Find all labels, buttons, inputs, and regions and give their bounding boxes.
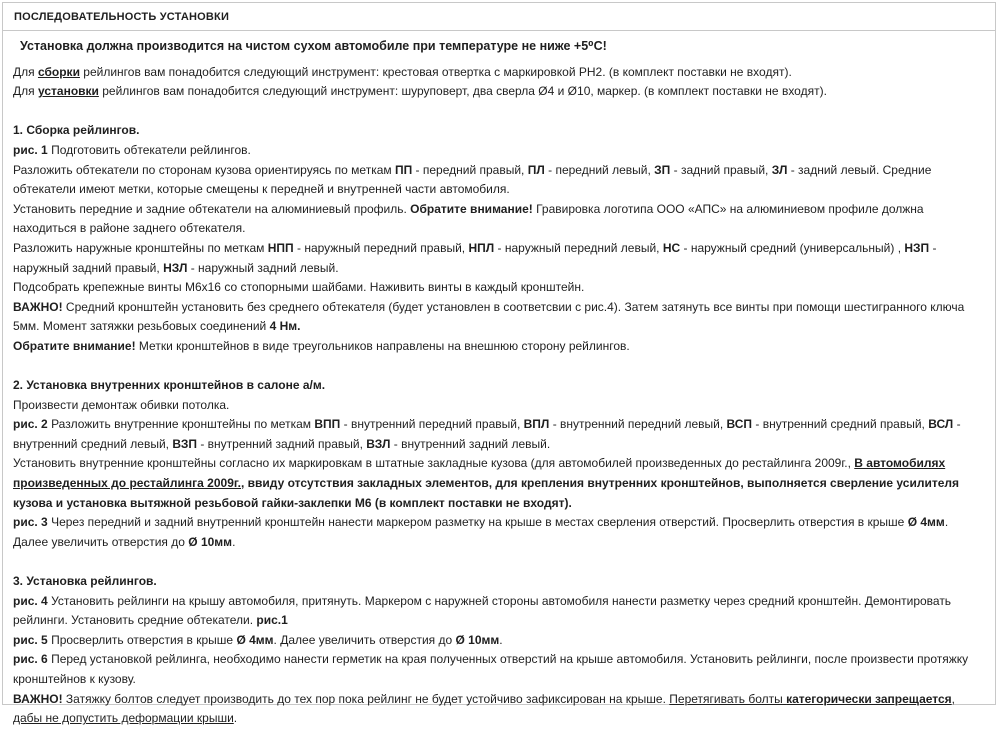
install-word: установки: [37, 84, 99, 99]
instructions-body: [13, 37, 985, 729]
section1-p1: Разложить обтекатели по сторонам кузова ориентируясь по меткам ПП - передний правый, ПЛ - передний левый, ЗП - задний правый, ЗЛ - задний левый. Средние обтекатели имеют метки, которые смещены к передней и внутренней части автомобиля.: [13, 162, 932, 197]
section3-p2: рис. 5 Просверлить отверстия в крыше Ø 4мм. Далее увеличить отверстия до Ø 10мм.: [13, 632, 503, 647]
section2-p3: рис. 3 Через передний и задний внутренний кронштейн нанести маркером разметку на крыше в местах сверления отверстий. Просверлить отверстия в крыше Ø 4мм. Далее увеличить отверстия до Ø 10мм.: [13, 515, 949, 549]
section3-p1: рис. 4 Установить рейлинги на крышу автомобиля, притянуть. Маркером с наружней стороны автомобиля нанести разметку через средний кронштейн. Демонтировать рейлинги. Установить средние обтекатели. рис.1: [13, 593, 952, 628]
fig1-line: рис. 1 Подготовить обтекатели рейлингов.: [13, 142, 251, 157]
section-header: [3, 3, 995, 31]
section1-title: 1. Сборка рейлингов.: [13, 123, 140, 138]
section1-p6: Обратите внимание! Метки кронштейнов в виде треугольников направлены на внешнюю сторону рейлингов.: [13, 338, 630, 353]
section2-p0: Произвести демонтаж обивки потолка.: [13, 397, 230, 412]
section3-p4: ВАЖНО! Затяжку болтов следует производить до тех пор пока рейлинг не будет устойчиво зафиксирован на крыше. Перетягивать болты категорически запрещается, дабы не допустить деформации крыши.: [13, 691, 955, 726]
section2-p2: Установить внутренние кронштейны согласно их маркировкам в штатные закладные кузова (для автомобилей произведенных до рестайлинга 2009г., В автомобилях произведенных до рестайлинга 2009г., ввиду отсутствия закладных элементов, для крепления внутренних кронштейнов, выполняется сверление усилителя кузова и установка вытяжной резьбовой гайки-заклепки М6 (в комплект поставки не входят).: [13, 456, 960, 510]
section1-p2: Установить передние и задние обтекатели на алюминиевый профиль. Обратите внимание! Гравировка логотипа ООО «АПС» на алюминиевом профиле должна находиться в районе заднего обтекателя.: [13, 201, 924, 236]
section3-title: 3. Установка рейлингов.: [13, 574, 157, 589]
header-title: ПОСЛЕДОВАТЕЛЬНОСТЬ УСТАНОВКИ: [14, 11, 230, 23]
tools-assembly: Для сборки рейлингов вам понадобится следующий инструмент: крестовая отвертка с маркировкой PH2. (в комплект поставки не входят).: [13, 64, 792, 79]
assembly-word: сборки: [37, 64, 80, 79]
section1-p3: Разложить наружные кронштейны по меткам НПП - наружный передний правый, НПЛ - наружный передний левый, НС - наружный средний (универсальный) , НЗП - наружный задний правый, НЗЛ - наружный задний левый.: [13, 240, 937, 275]
temperature-warning: Установка должна производится на чистом сухом автомобиле при температуре не ниже +5⁰С!: [20, 39, 607, 53]
section1-p4: Подсобрать крепежные винты М6х16 со стопорными шайбами. Наживить винты в каждый кронштейн.: [13, 280, 585, 295]
instructions-panel: [2, 2, 996, 726]
section1-p5: ВАЖНО! Средний кронштейн установить без среднего обтекателя (будет установлен в соответсвии с рис.4). Затем затянуть все винты при помощи шестигранного ключа 5мм. Момент затяжки резьбовых соединений 4 Нм.: [13, 299, 965, 334]
tools-install: Для установки рейлингов вам понадобится следующий инструмент: шуруповерт, два сверла Ø4 и Ø10, маркер. (в комплект поставки не входят).: [13, 84, 827, 99]
section2-p1: рис. 2 Разложить внутренние кронштейны по меткам ВПП - внутренний передний правый, ВПЛ - внутренний передний левый, ВСП - внутренний средний правый, ВСЛ - внутренний средний левый, ВЗП - внутренний задний правый, ВЗЛ - внутренний задний левый.: [13, 417, 961, 451]
section3-p3: рис. 6 Перед установкой рейлинга, необходимо нанести герметик на края полученных отверстий на крыше автомобиля. Установить рейлинги, после произвести протяжку кронштейнов к кузову.: [13, 652, 969, 686]
section2-title: 2. Установка внутренних кронштейнов в салоне а/м.: [13, 378, 326, 393]
